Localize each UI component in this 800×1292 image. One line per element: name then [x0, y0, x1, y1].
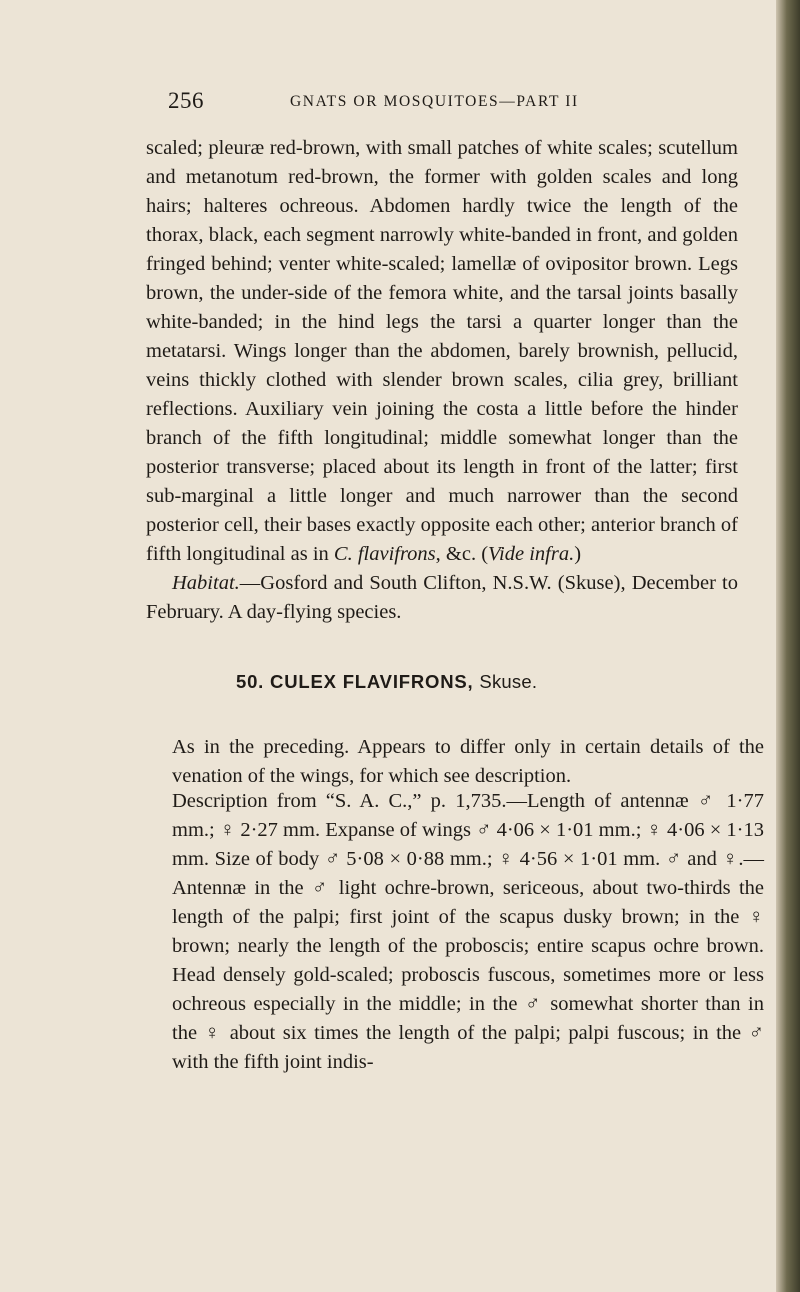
habitat-text: —Gosford and South Clifton, N.S.W. (Skuse), December to February. A day-flying species.	[146, 572, 738, 623]
species-reference: C. flavifrons	[333, 543, 436, 565]
species-heading	[236, 671, 676, 693]
habitat-label: Habitat.	[172, 572, 240, 594]
paragraph-description-continued	[146, 134, 738, 627]
running-head: GNATS OR MOSQUITOES—PART II	[290, 93, 579, 110]
paragraph-comparison: As in the preceding. Appears to differ only in certain details of the venation of the wings, for which see description.	[172, 736, 764, 787]
page-edge-shadow	[776, 0, 800, 1292]
text-run: scaled; pleuræ red-brown, with small patches of white scales; scutellum and metanotum red-brown, the former with golden scales and long hairs; halteres ochreous. Abdomen hardly twice the length of the thorax, black, each segment narrowly white-banded in front, and golden fringed behind; venter white-scaled; lamellæ of ovipositor brown. Legs brown, the under-side of the femora white, and the tarsal joints basally white-banded; in the hind legs the tarsi a quarter longer than the metatarsi. Wings longer than the abdomen, barely brownish, pellucid, veins thickly clothed with slender brown scales, cilia grey, brilliant reflections. Auxiliary vein joining the costa a little before the hinder branch of the fifth longitudinal; middle somewhat longer than the posterior transverse; placed about its length in front of the latter; first sub-marginal a little longer and much narrower than the second posterior cell, their bases exactly opposite each other; anterior branch of fifth longitudinal as in	[146, 137, 738, 565]
paragraph-description: Description from “S. A. C.,” p. 1,735.—Length of antennæ ♂ 1·77 mm.; ♀ 2·27 mm. Expanse of wings ♂ 4·06 × 1·01 mm.; ♀ 4·06 × 1·13 mm. Size of body ♂ 5·08 × 0·88 mm.; ♀ 4·56 × 1·01 mm. ♂ and ♀.—Antennæ in the ♂ light ochre-brown, sericeous, about two-thirds the length of the palpi; first joint of the scapus dusky brown; in the ♀ brown; nearly the length of the proboscis; entire scapus ochre brown. Head densely gold-scaled; proboscis fuscous, sometimes more or less ochreous especially in the middle; in the ♂ somewhat shorter than in the ♀ about six times the length of the palpi; palpi fuscous; in the ♂ with the fifth joint indis-	[172, 790, 764, 1073]
species-name: 50. CULEX FLAVIFRONS,	[236, 671, 474, 692]
page-number: 256	[168, 88, 204, 113]
text-run: , &c. (	[435, 543, 489, 565]
text-run: )	[574, 543, 582, 565]
habitat-label-wrapper	[146, 572, 240, 594]
page-header	[168, 88, 740, 118]
species-author: Skuse.	[479, 671, 538, 692]
vide-infra: Vide infra.	[488, 543, 575, 565]
